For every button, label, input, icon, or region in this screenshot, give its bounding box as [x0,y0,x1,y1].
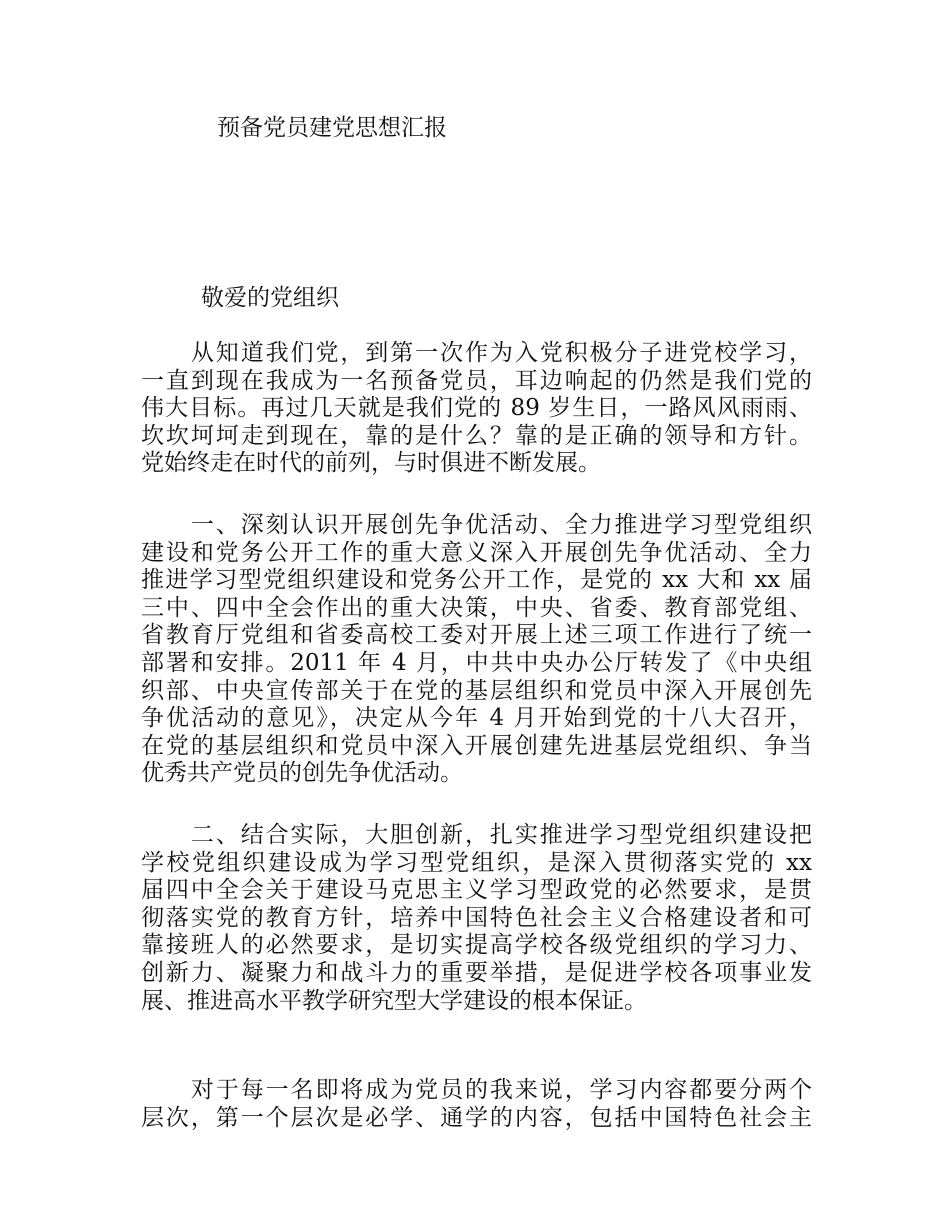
paragraph-line: 争优活动的意见》，决定从今年 4 月开始到党的十八大召开， [141,705,812,732]
paragraph-2 [141,512,812,788]
paragraph-line: 党始终走在时代的前列，与时俱进不断发展。 [141,450,601,477]
paragraph-line: 建设和党务公开工作的重大意义深入开展创先争优活动、全力 [141,539,812,566]
paragraph-line: 坎坎坷坷走到现在，靠的是什么？靠的是正确的领导和方针。 [141,422,812,449]
paragraph-line: 展、推进高水平教学研究型大学建设的根本保证。 [141,987,647,1014]
paragraph-line: 彻落实党的教育方针，培养中国特色社会主义合格建设者和可 [141,904,812,931]
paragraph-line: 部署和安排。2011 年 4 月，中共中央办公厅转发了《中央组 [141,649,812,676]
paragraph-line: 届四中全会关于建设马克思主义学习型政党的必然要求，是贯 [141,877,812,904]
document-title: 预备党员建党思想汇报 [217,115,447,141]
paragraph-line: 优秀共产党员的创先争优活动。 [141,760,463,787]
paragraph-line: 织部、中央宣传部关于在党的基层组织和党员中深入开展创先 [141,677,812,704]
paragraph-1 [141,340,812,478]
paragraph-line: 创新力、凝聚力和战斗力的重要举措，是促进学校各项事业发 [141,959,812,986]
paragraph-4 [141,1077,812,1132]
paragraph-line: 伟大目标。再过几天就是我们党的 89 岁生日，一路风风雨雨、 [141,395,812,422]
paragraph-line: 层次，第一个层次是必学、通学的内容，包括中国特色社会主 [141,1104,812,1131]
paragraph-line: 从知道我们党，到第一次作为入党积极分子进党校学习， [141,340,812,366]
salutation: 敬爱的党组织 [201,285,339,311]
paragraph-line: 一、深刻认识开展创先争优活动、全力推进学习型党组织 [141,512,812,538]
paragraph-line: 在党的基层组织和党员中深入开展创建先进基层党组织、争当 [141,732,812,759]
paragraph-line: 学校党组织建设成为学习型党组织，是深入贯彻落实党的 xx [141,849,812,876]
paragraph-line: 推进学习型党组织建设和党务公开工作，是党的 xx 大和 xx 届 [141,567,812,594]
paragraph-3 [141,822,812,1015]
paragraph-line: 一直到现在我成为一名预备党员，耳边响起的仍然是我们党的 [141,367,812,394]
paragraph-line: 三中、四中全会作出的重大决策，中央、省委、教育部党组、 [141,594,812,621]
paragraph-line: 对于每一名即将成为党员的我来说，学习内容都要分两个 [141,1077,812,1103]
paragraph-line: 二、结合实际，大胆创新，扎实推进学习型党组织建设把 [141,822,812,848]
paragraph-line: 靠接班人的必然要求，是切实提高学校各级党组织的学习力、 [141,932,812,959]
paragraph-line: 省教育厅党组和省委高校工委对开展上述三项工作进行了统一 [141,622,812,649]
